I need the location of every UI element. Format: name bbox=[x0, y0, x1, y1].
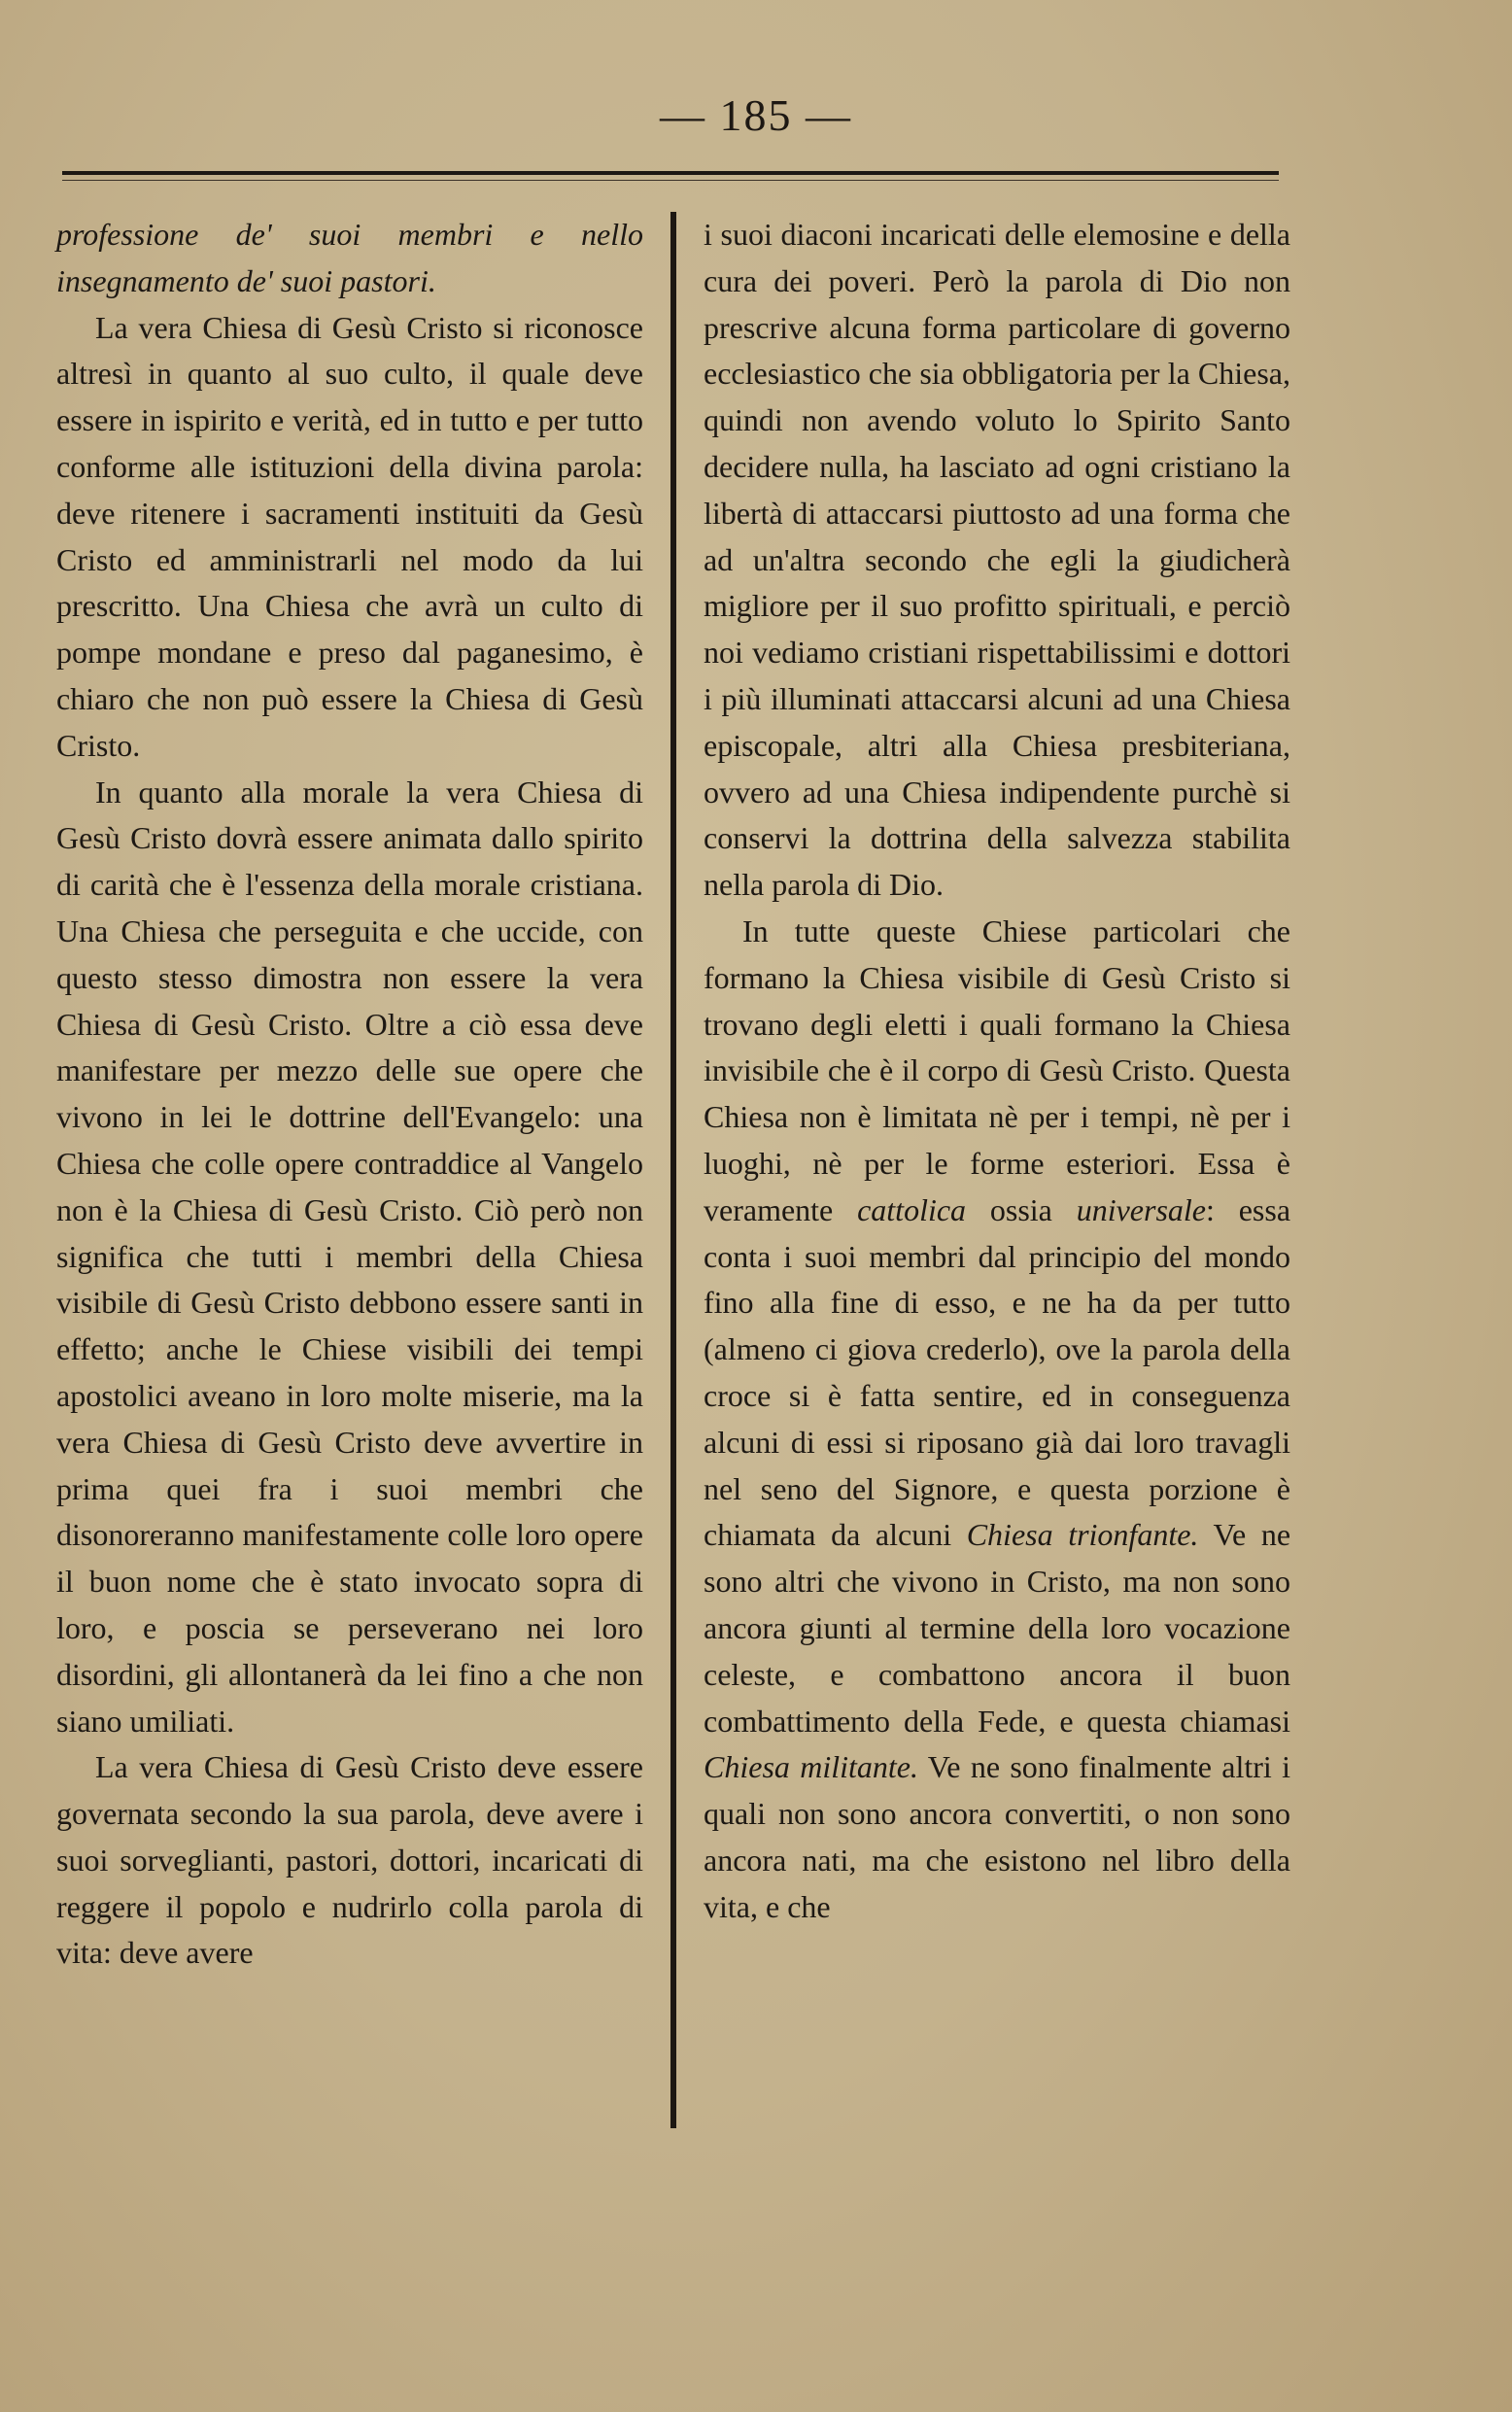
text-run: Ve ne sono altri che vivono in Cristo, ma non sono ancora giunti al termine della loro vocazione celeste, e combattono ancora il buon combattimento della Fede, e questa chiamasi bbox=[704, 1517, 1291, 1739]
term-universale: universale bbox=[1076, 1191, 1206, 1227]
right-paragraph-1: i suoi diaconi incaricati delle elemosine e della cura dei poveri. Però la parola di Dio non prescrive alcuna forma particolare di governo ecclesiastico che sia obbligatoria per la Chiesa, quindi non avendo voluto lo Spirito Santo decidere nulla, ha lasciato ad ogni cristiano la libertà di attaccarsi piuttosto ad una forma che ad un'altra secondo che egli la giudicherà migliore per il suo profitto spirituali, e perciò noi vediamo cristiani rispettabilissimi e dottori i più illuminati attaccarsi alcuni ad una Chiesa episcopale, altri alla Chiesa presbiteriana, ovvero ad una Chiesa indipendente purchè si conservi la dottrina della salvezza stabilita nella parola di Dio. bbox=[704, 217, 1290, 903]
right-column bbox=[704, 212, 1290, 1930]
left-paragraph-4: La vera Chiesa di Gesù Cristo deve essere governata secondo la sua parola, deve avere i suoi sorveglianti, pastori, dottori, incaricati di reggere il popolo e nudrirlo colla parola di vita: deve avere bbox=[56, 1749, 643, 1971]
text-run: In tutte queste Chiese particolari che formano la Chiesa visibile di Gesù Cristo si trovano degli eletti i quali formano la Chiesa invisibile che è il corpo di Gesù Cristo. Questa Chiesa non è limitata nè per i tempi, nè per i luoghi, nè per le forme esteriori. Essa è veramente bbox=[704, 913, 1290, 1227]
header-rule-thick bbox=[62, 171, 1279, 175]
term-chiesa-militante: Chiesa militante. bbox=[704, 1749, 918, 1785]
page-number: — 185 — bbox=[660, 90, 852, 140]
text-run: ossia bbox=[989, 1191, 1052, 1227]
text-run: : essa conta i suoi membri dal principio del mondo fino alla fine di esso, e ne ha da per tutto (almeno ci giova crederlo), ove la parola della croce si è fatta sentire, ed in conseguenza alcuni di essi si riposano già dai loro travagli nel seno del Signore, e questa porzione è chiamata da alcuni bbox=[704, 1191, 1291, 1553]
left-paragraph-3: In quanto alla morale la vera Chiesa di Gesù Cristo dovrà essere animata dallo spirito di carità che è l'essenza della morale cristiana. Una Chiesa che perseguita e che uccide, con questo stesso dimostra non essere la vera Chiesa di Gesù Cristo. Oltre a ciò essa deve manifestare per mezzo delle sue opere che vivono in lei le dottrine dell'Evangelo: una Chiesa che colle opere contraddice al Vangelo non è la Chiesa di Gesù Cristo. Ciò però non significa che tutti i membri della Chiesa visibile di Gesù Cristo debbono essere santi in effetto; anche le Chiese visibili dei tempi apostolici aveano in loro molte miserie, ma la vera Chiesa di Gesù Cristo deve avvertire in prima quei fra i suoi membri che disonoreranno manifestamente colle loro opere il buon nome che è stato invocato sopra di loro, e poscia se perseverano nei loro disordini, gli allontanerà da lei fino a che non siano umiliati. bbox=[56, 774, 643, 1739]
column-divider bbox=[670, 212, 676, 2128]
left-paragraph-2: La vera Chiesa di Gesù Cristo si riconosce altresì in quanto al suo culto, il quale deve essere in ispirito e verità, ed in tutto e per tutto conforme alle istituzioni della divina parola: deve ritenere i sacramenti instituiti da Gesù Cristo ed amministrarli nel modo da lui prescritto. Una Chiesa che avrà un culto di pompe mondane e preso dal paganesimo, è chiaro che non può essere la Chiesa di Gesù Cristo. bbox=[56, 309, 643, 763]
left-paragraph-1: professione de' suoi membri e nello insegnamento de' suoi pastori. bbox=[56, 217, 643, 298]
header-rule-thin bbox=[62, 180, 1279, 181]
term-chiesa-trionfante: Chiesa trionfante. bbox=[966, 1517, 1199, 1553]
term-cattolica: cattolica bbox=[857, 1191, 967, 1227]
left-column bbox=[56, 212, 643, 1977]
right-paragraph-2 bbox=[704, 909, 1290, 1931]
text-run: Ve ne sono finalmente altri i quali non sono ancora convertiti, o non sono ancora nati, ma che esistono nel libro della vita, e che bbox=[704, 1749, 1291, 1924]
